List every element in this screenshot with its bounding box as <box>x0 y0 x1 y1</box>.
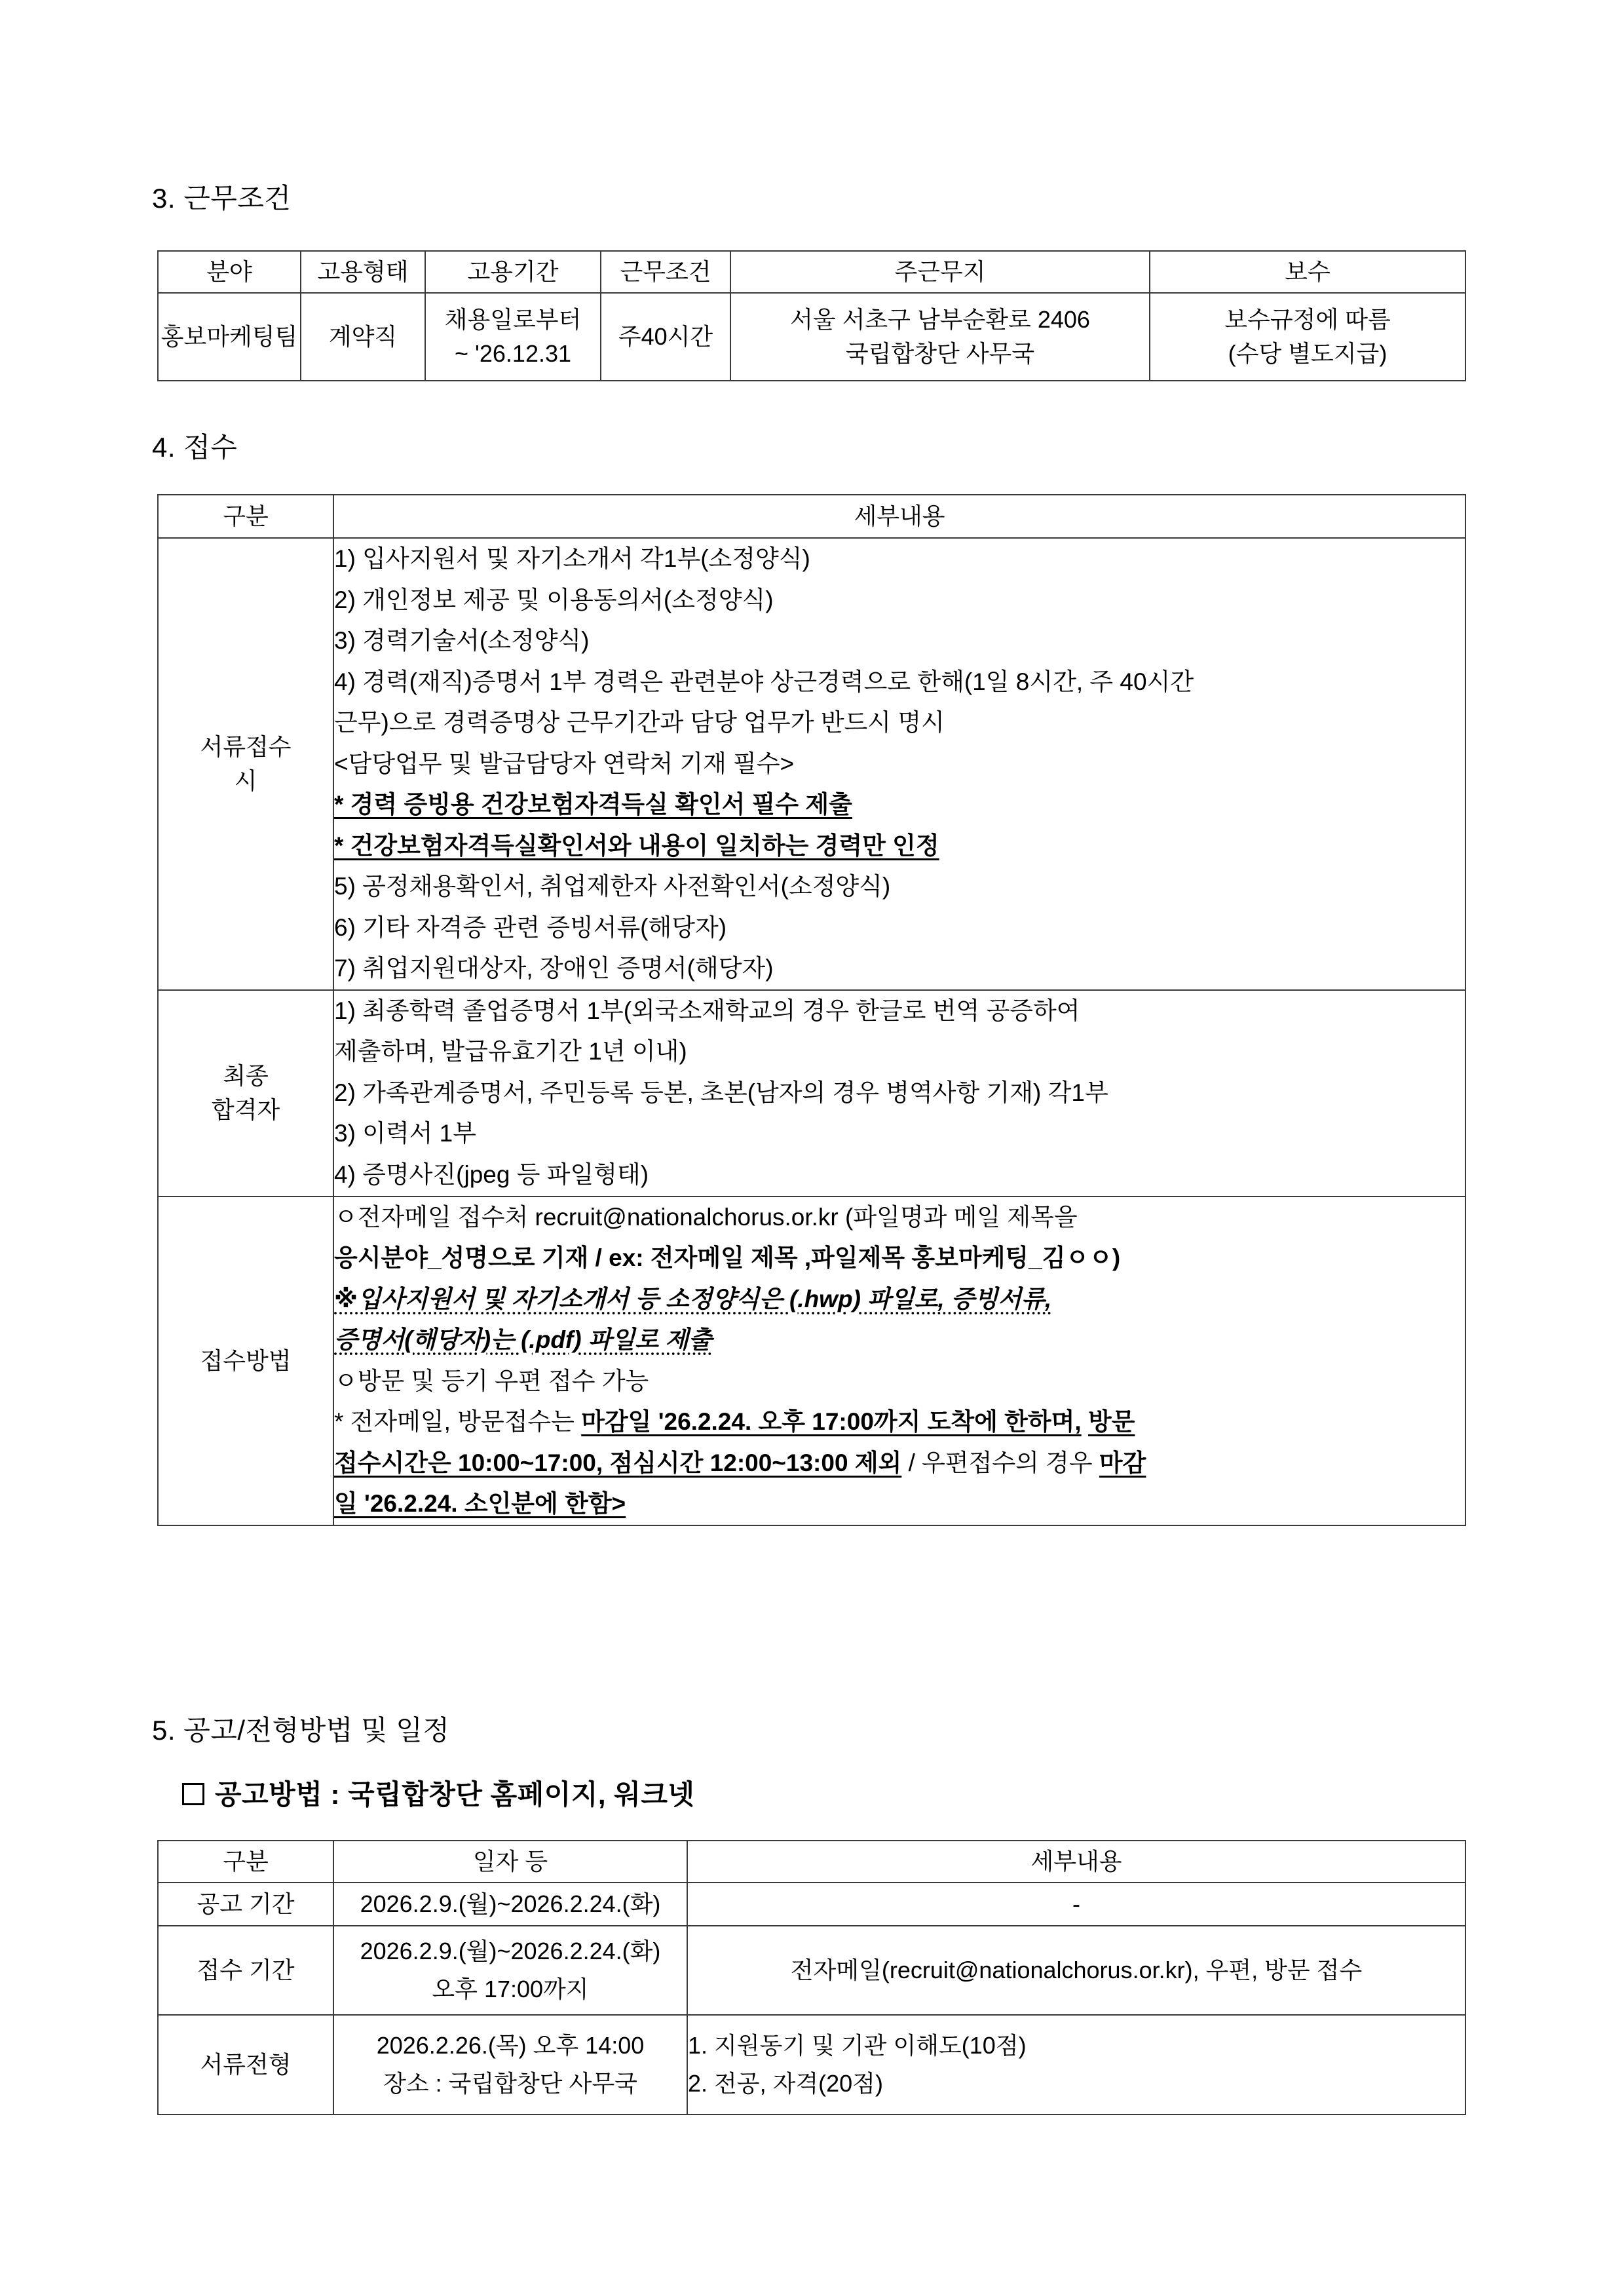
col-header-category: 구분 <box>158 495 333 538</box>
col-header-date: 일자 등 <box>333 1841 687 1883</box>
announcement-method-line <box>182 1781 694 1808</box>
screening-detail-line-1: 1. 지원동기 및 기관 이해도(10점) <box>688 2031 1027 2059</box>
deadline-underline-1: 마감일 '26.2.24. 오후 17:00까지 도착에 한하며, <box>581 1408 1082 1436</box>
label-line-2: 합격자 <box>211 1096 280 1124</box>
cell-field: 홍보마케팅팀 <box>158 293 301 381</box>
announcement-method-text: 공고방법 : 국립합창단 홈페이지, 워크넷 <box>215 1779 695 1810</box>
method-deadline-line-3: 일 '26.2.24. 소인분에 한함> <box>334 1490 626 1518</box>
section-heading-work-conditions: 3. 근무조건 <box>152 183 292 214</box>
doc-item-insurance-required: * 경력 증빙용 건강보험자격득실 확인서 필수 제출 <box>334 791 852 818</box>
table-row <box>158 293 1465 381</box>
method-subject-format: 응시분야_성명으로 기재 / ex: 전자메일 제목 ,파일제목 홍보마케팅_김ㅇㅇ) <box>334 1244 1121 1272</box>
table-header-row <box>158 1841 1465 1883</box>
label-line-1: 최종 <box>223 1062 269 1089</box>
table-row-reception-period <box>158 1926 1465 2015</box>
cell-detail-document-submission <box>333 538 1465 990</box>
table-header-row <box>158 251 1465 293</box>
doc-item-4-cont: 근무)으로 경력증명상 근무기간과 담당 업무가 반드시 명시 <box>334 709 945 737</box>
deadline-underline-2b: 마감 <box>1099 1449 1146 1476</box>
table-row-document-submission <box>158 538 1465 990</box>
cell-label-final-applicant <box>158 990 333 1196</box>
section-heading-schedule: 5. 공고/전형방법 및 일정 <box>152 1715 450 1746</box>
schedule-table <box>157 1840 1466 2115</box>
deadline-underline-2: 접수시간은 10:00~17:00, 점심시간 12:00~13:00 제외 <box>334 1449 902 1476</box>
label-line-1: 접수방법 <box>200 1347 292 1374</box>
col-header-employment-type: 고용형태 <box>301 251 425 293</box>
reception-table <box>157 494 1466 1526</box>
table-row-final-successful-applicant <box>158 990 1465 1196</box>
employment-period-line-1: 채용일로부터 <box>444 305 582 333</box>
workplace-line-2: 국립합창단 사무국 <box>845 340 1035 367</box>
col-header-detail: 세부내용 <box>333 495 1465 538</box>
method-deadline-line-2 <box>334 1443 1465 1484</box>
deadline-normal-1: * 전자메일, 방문접수는 <box>334 1408 582 1436</box>
cell-date-announcement-period: 2026.2.9.(월)~2026.2.24.(화) <box>333 1883 687 1926</box>
col-header-field: 분야 <box>158 251 301 293</box>
cell-employment-type: 계약직 <box>301 293 425 381</box>
salary-line-1: 보수규정에 따름 <box>1224 305 1391 333</box>
reception-date-line-1: 2026.2.9.(월)~2026.2.24.(화) <box>360 1937 661 1964</box>
method-file-format-line-1: ※입사지원서 및 자기소개서 등 소정양식은 (.hwp) 파일로, 증빙서류, <box>334 1285 1052 1312</box>
screening-date-line-2: 장소 : 국립합창단 사무국 <box>383 2070 637 2097</box>
deadline-normal-2: / 우편접수의 경우 <box>901 1449 1099 1476</box>
deadline-underline-1b: 방문 <box>1087 1408 1135 1436</box>
salary-line-2: (수당 별도지급) <box>1228 340 1388 367</box>
doc-item-3: 3) 경력기술서(소정양식) <box>334 627 590 655</box>
method-file-format-line-2: 증명서(해당자)는 (.pdf) 파일로 제출 <box>334 1326 712 1354</box>
doc-item-1: 1) 입사지원서 및 자기소개서 각1부(소정양식) <box>334 545 810 572</box>
section-heading-reception: 4. 접수 <box>152 432 238 463</box>
cell-date-document-screening <box>333 2015 687 2114</box>
screening-detail-line-2: 2. 전공, 자격(20점) <box>688 2070 883 2097</box>
table-header-row <box>158 495 1465 538</box>
final-item-1-cont: 제출하며, 발급유효기간 1년 이내) <box>334 1038 687 1065</box>
table-row-announcement-period <box>158 1883 1465 1926</box>
square-bullet-icon <box>182 1783 204 1805</box>
final-item-2: 2) 가족관계증명서, 주민등록 등본, 초본(남자의 경우 병역사항 기재) 각1부 <box>334 1079 1108 1106</box>
cell-category-reception-period: 접수 기간 <box>158 1926 333 2015</box>
cell-label-reception-method <box>158 1196 333 1525</box>
cell-detail-reception-period: 전자메일(recruit@nationalchorus.or.kr), 우편, 방문 접수 <box>687 1926 1465 2015</box>
workplace-line-1: 서울 서초구 남부순환로 2406 <box>790 305 1090 333</box>
col-header-category: 구분 <box>158 1841 333 1883</box>
method-visit-post: ㅇ방문 및 등기 우편 접수 가능 <box>334 1367 649 1394</box>
doc-item-note-contact: <담당업무 및 발급담당자 연락처 기재 필수> <box>334 750 795 777</box>
screening-date-line-1: 2026.2.26.(목) 오후 14:00 <box>376 2031 645 2059</box>
deadline-space-1 <box>1082 1408 1088 1435</box>
cell-detail-document-screening <box>687 2015 1465 2114</box>
cell-category-document-screening: 서류전형 <box>158 2015 333 2114</box>
method-deadline-line-1 <box>334 1402 1465 1443</box>
col-header-workplace: 주근무지 <box>730 251 1150 293</box>
reception-date-line-2: 오후 17:00까지 <box>432 1976 589 2002</box>
doc-item-5: 5) 공정채용확인서, 취업제한자 사전확인서(소정양식) <box>334 873 891 900</box>
final-item-4: 4) 증명사진(jpeg 등 파일형태) <box>334 1160 649 1188</box>
cell-workplace <box>730 293 1150 381</box>
doc-item-6: 6) 기타 자격증 관련 증빙서류(해당자) <box>334 913 727 941</box>
col-header-salary: 보수 <box>1150 251 1465 293</box>
method-email-address: ㅇ전자메일 접수처 recruit@nationalchorus.or.kr (파일명과 메일 제목을 <box>334 1203 1078 1231</box>
cell-detail-reception-method <box>333 1196 1465 1525</box>
doc-item-insurance-match: * 건강보험자격득실확인서와 내용이 일치하는 경력만 인정 <box>334 832 939 859</box>
cell-salary <box>1150 293 1465 381</box>
cell-detail-final-applicant <box>333 990 1465 1196</box>
col-header-work-condition: 근무조건 <box>601 251 730 293</box>
table-row-document-screening <box>158 2015 1465 2114</box>
cell-detail-announcement-period: - <box>687 1883 1465 1926</box>
doc-item-2: 2) 개인정보 제공 및 이용동의서(소정양식) <box>334 586 774 613</box>
work-conditions-table <box>157 250 1466 381</box>
doc-item-7: 7) 취업지원대상자, 장애인 증명서(해당자) <box>334 955 774 982</box>
final-item-3: 3) 이력서 1부 <box>334 1120 477 1147</box>
cell-work-condition: 주40시간 <box>601 293 730 381</box>
doc-item-4: 4) 경력(재직)증명서 1부 경력은 관련분야 상근경력으로 한해(1일 8시간, 주 40시간 <box>334 668 1194 695</box>
cell-date-reception-period <box>333 1926 687 2015</box>
cell-label-document-submission <box>158 538 333 990</box>
table-row-reception-method <box>158 1196 1465 1525</box>
cell-category-announcement-period: 공고 기간 <box>158 1883 333 1926</box>
label-line-2: 시 <box>234 767 257 794</box>
employment-period-line-2: ~ '26.12.31 <box>454 340 572 367</box>
col-header-employment-period: 고용기간 <box>425 251 601 293</box>
label-line-1: 서류접수 <box>200 733 292 760</box>
col-header-detail: 세부내용 <box>687 1841 1465 1883</box>
final-item-1: 1) 최종학력 졸업증명서 1부(외국소재학교의 경우 한글로 번역 공증하여 <box>334 997 1080 1024</box>
cell-employment-period <box>425 293 601 381</box>
